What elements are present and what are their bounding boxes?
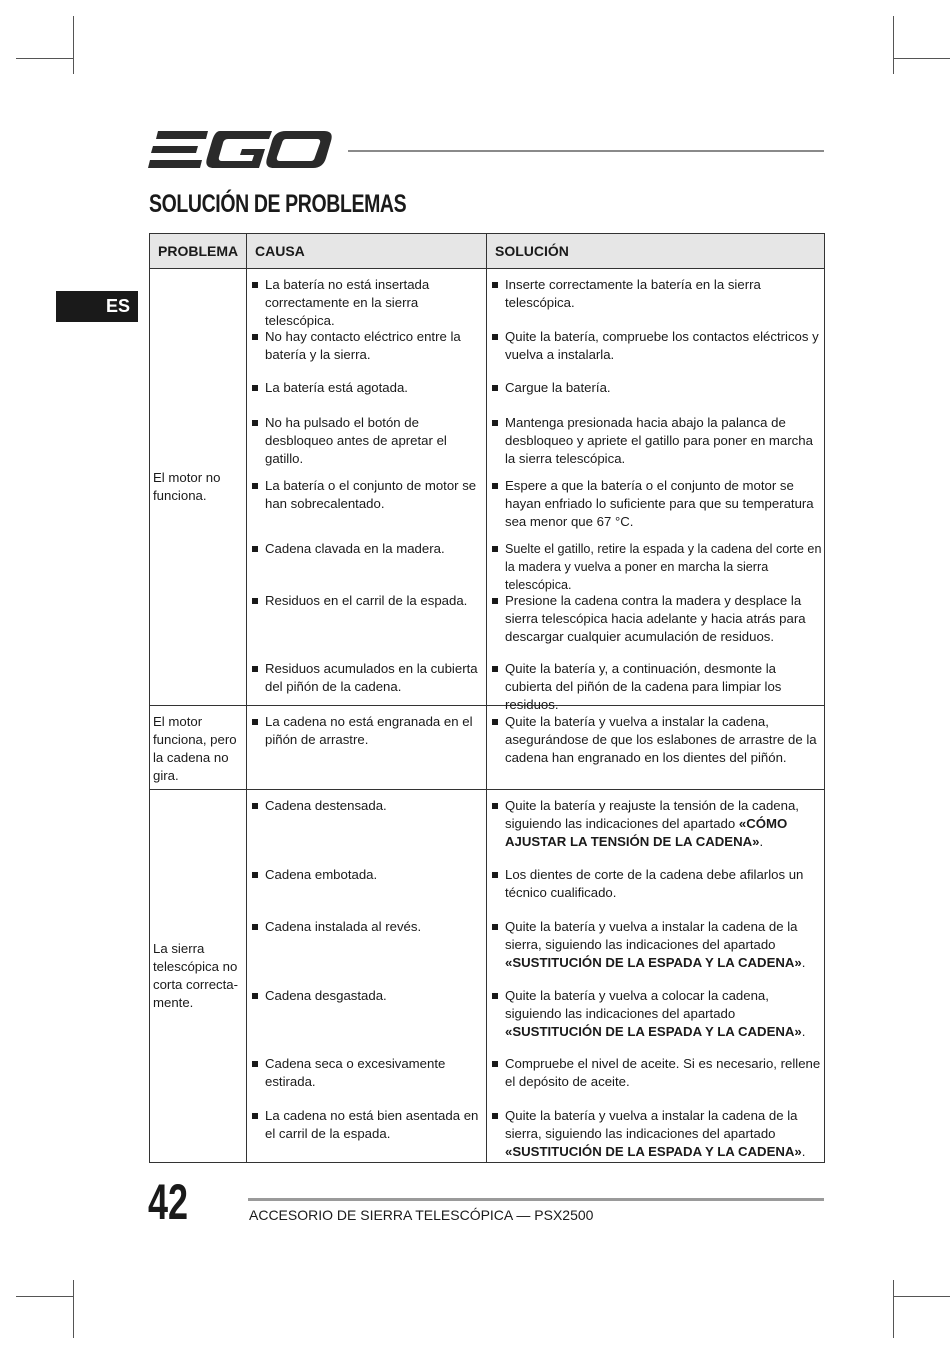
list-item: Cadena desgastada. — [247, 987, 486, 1055]
language-tab: ES — [56, 291, 138, 322]
list-item: La batería o el conjunto de motor se han sobrecalentado. — [247, 477, 486, 540]
crop-mark — [893, 16, 894, 74]
list-item: Cadena clavada en la madera. — [247, 540, 486, 592]
list-item: Los dientes de corte de la cadena debe afilarlos un técnico cualificado. — [487, 866, 824, 918]
crop-mark — [893, 58, 950, 59]
list-item: Quite la batería y reajuste la tensión de la cadena, siguiendo las indicaciones del apartado «CÓMO AJUSTAR LA TENSIÓN DE LA CADENA». — [487, 797, 824, 866]
bullet-icon — [252, 924, 258, 930]
list-item: Presione la cadena contra la madera y desplace la sierra telescópica hacia adelante y hacia atrás para descargar cualquier acumulación de residuos. — [487, 592, 824, 660]
bullet-icon — [252, 546, 258, 552]
problem-text: El motor funciona, pero la cadena no gira. — [153, 714, 237, 783]
list-item: Cadena seca o excesivamente estirada. — [247, 1055, 486, 1107]
bullet-icon — [252, 719, 258, 725]
troubleshooting-table — [149, 233, 825, 1163]
bullet-icon — [492, 924, 498, 930]
list-item: No ha pulsado el botón de desbloqueo antes de apretar el gatillo. — [247, 414, 486, 477]
list-item: Quite la batería y vuelva a instalar la cadena de la sierra, siguiendo las indicaciones del apartado «SUSTITUCIÓN DE LA ESPADA Y LA CADENA». — [487, 1107, 824, 1162]
problem-text: La sierra telescópica no corta correcta-mente. — [153, 941, 239, 1010]
footer-text: ACCESORIO DE SIERRA TELESCÓPICA — PSX2500 — [249, 1207, 594, 1223]
page-number: 42 — [148, 1174, 189, 1230]
solution-cell — [487, 790, 825, 1163]
header-problem: PROBLEMA — [150, 234, 247, 269]
bullet-icon — [252, 872, 258, 878]
table-row — [150, 706, 825, 790]
list-item: Suelte el gatillo, retire la espada y la cadena del corte en la madera y vuelva a poner en marcha la sierra telescópica. — [487, 540, 824, 592]
bullet-icon — [492, 1061, 498, 1067]
solution-cell — [487, 269, 825, 712]
bullet-icon — [252, 483, 258, 489]
list-item: Residuos en el carril de la espada. — [247, 592, 486, 660]
bullet-icon — [252, 282, 258, 288]
list-item: Quite la batería y, a continuación, desmonte la cubierta del piñón de la cadena para limpiar los residuos. — [487, 660, 824, 705]
solution-cell — [487, 706, 825, 790]
list-item: La batería está agotada. — [247, 379, 486, 414]
bullet-icon — [492, 803, 498, 809]
crop-mark — [73, 1280, 74, 1338]
table-row — [150, 269, 825, 706]
list-item: No hay contacto eléctrico entre la batería y la sierra. — [247, 328, 486, 379]
bullet-icon — [252, 385, 258, 391]
header-rule — [348, 150, 824, 152]
list-item: Cadena instalada al revés. — [247, 918, 486, 987]
cause-cell — [247, 790, 487, 1163]
bullet-icon — [492, 483, 498, 489]
bullet-icon — [492, 598, 498, 604]
bullet-icon — [492, 993, 498, 999]
crop-mark — [893, 1296, 950, 1297]
bullet-icon — [492, 719, 498, 725]
cause-cell — [247, 269, 487, 706]
bullet-icon — [492, 334, 498, 340]
problem-cell — [150, 790, 247, 1163]
bullet-icon — [252, 1113, 258, 1119]
header-solution: SOLUCIÓN — [487, 234, 825, 269]
problem-cell — [150, 269, 247, 706]
table-header-row — [150, 234, 825, 269]
list-item: Cadena destensada. — [247, 797, 486, 866]
crop-mark — [73, 16, 74, 74]
bullet-icon — [492, 385, 498, 391]
list-item: Inserte correctamente la batería en la sierra telescópica. — [487, 276, 824, 328]
list-item: Quite la batería y vuelva a colocar la cadena, siguiendo las indicaciones del apartado «SUSTITUCIÓN DE LA ESPADA Y LA CADENA». — [487, 987, 824, 1055]
footer-rule — [248, 1198, 824, 1201]
crop-mark — [16, 1296, 74, 1297]
crop-mark — [893, 1280, 894, 1338]
bullet-icon — [492, 1113, 498, 1119]
list-item: Quite la batería y vuelva a instalar la cadena de la sierra, siguiendo las indicaciones del apartado «SUSTITUCIÓN DE LA ESPADA Y LA CADENA». — [487, 918, 824, 987]
table-row — [150, 790, 825, 1163]
list-item: Mantenga presionada hacia abajo la palanca de desbloqueo y apriete el gatillo para poner en marcha la sierra telescópica. — [487, 414, 824, 477]
bullet-icon — [492, 282, 498, 288]
bullet-icon — [492, 420, 498, 426]
bullet-icon — [492, 546, 498, 552]
bullet-icon — [252, 803, 258, 809]
bullet-icon — [252, 334, 258, 340]
ego-logo — [148, 128, 332, 172]
page-title: SOLUCIÓN DE PROBLEMAS — [149, 190, 407, 218]
list-item: La cadena no está engranada en el piñón de arrastre. — [247, 713, 486, 749]
list-item: Cargue la batería. — [487, 379, 824, 414]
problem-cell — [150, 706, 247, 790]
bullet-icon — [252, 420, 258, 426]
list-item: Quite la batería y vuelva a instalar la cadena, asegurándose de que los eslabones de arrastre de la cadena han engranado en los dientes del piñón. — [487, 713, 824, 767]
list-item: Compruebe el nivel de aceite. Si es necesario, rellene el depósito de aceite. — [487, 1055, 824, 1107]
list-item: La batería no está insertada correctamente en la sierra telescópica. — [247, 276, 486, 328]
list-item: La cadena no está bien asentada en el carril de la espada. — [247, 1107, 486, 1162]
bullet-icon — [492, 872, 498, 878]
bullet-icon — [252, 1061, 258, 1067]
bullet-icon — [252, 666, 258, 672]
list-item: Residuos acumulados en la cubierta del piñón de la cadena. — [247, 660, 486, 705]
bullet-icon — [492, 666, 498, 672]
problem-text: El motor no funciona. — [153, 470, 221, 503]
list-item: Espere a que la batería o el conjunto de motor se hayan enfriado lo suficiente para que su temperatura sea menor que 67 °C. — [487, 477, 824, 540]
crop-mark — [16, 58, 74, 59]
cause-cell — [247, 706, 487, 790]
bullet-icon — [252, 598, 258, 604]
list-item: Quite la batería, compruebe los contactos eléctricos y vuelva a instalarla. — [487, 328, 824, 379]
bullet-icon — [252, 993, 258, 999]
header-cause: CAUSA — [247, 234, 487, 269]
list-item: Cadena embotada. — [247, 866, 486, 918]
